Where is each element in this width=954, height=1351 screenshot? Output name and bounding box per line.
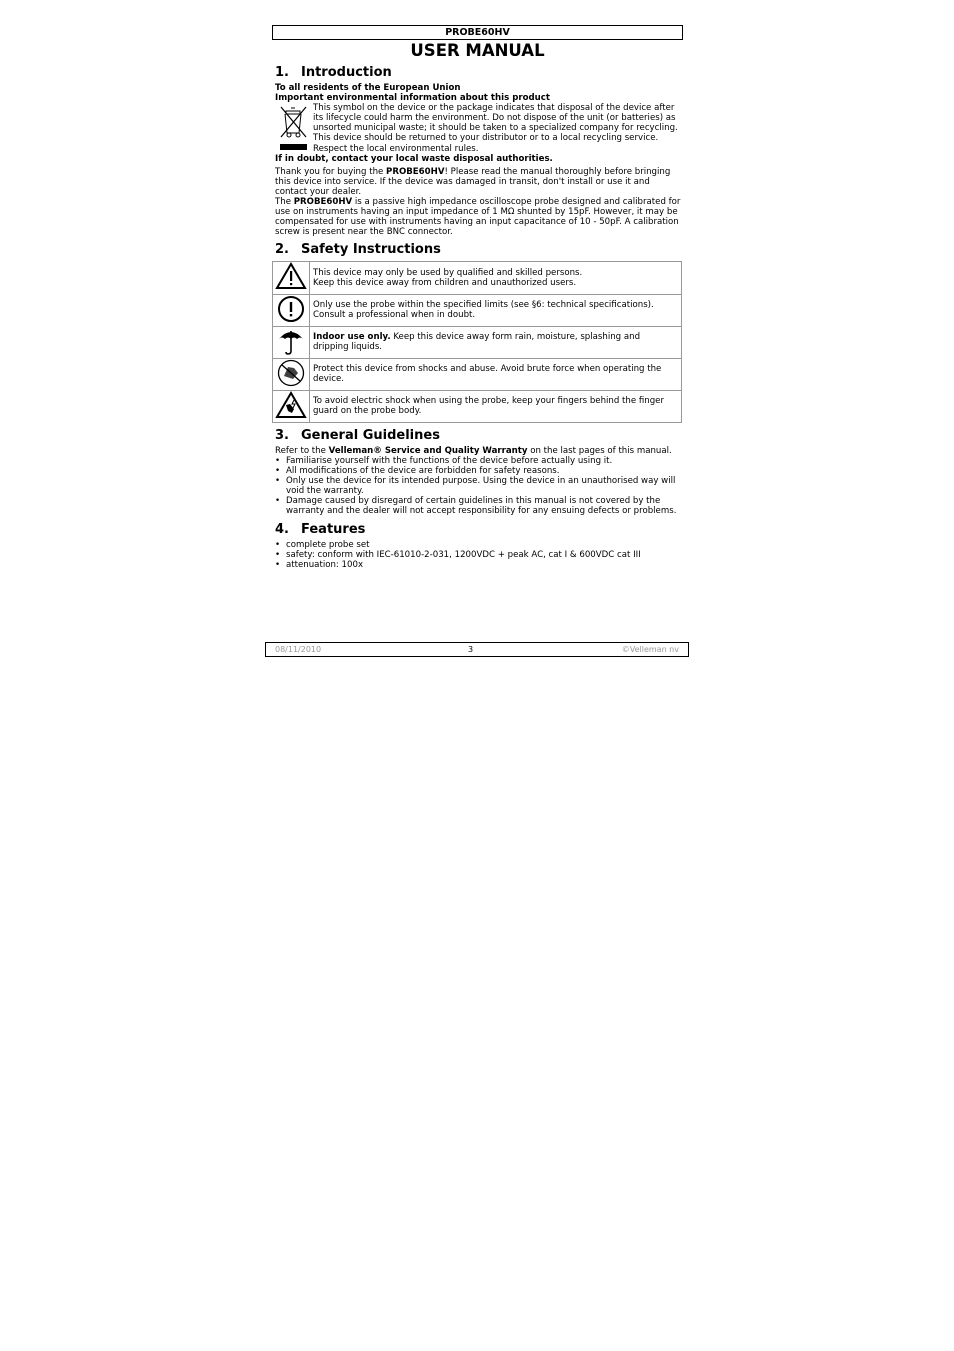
safety-line: Keep this device away from children and unauthorized users. (313, 277, 577, 288)
weee-text: This symbol on the device or the package indicates that disposal of the device after its lifecycle could harm the environment. Do not dispose of the unit (or batteries) as unsorted municipal waste; it should be taken to a specialized company for recycling. This device should be returned to your distributor or to a local recycling service. Respect the local environmental rules. (313, 103, 678, 154)
desc-post: is a passive high impedance oscilloscope probe designed and calibrated for use on instruments having an input impedance of 1 MΩ shunted by 15pF. However, it may be compensated for use with instruments having an input capacitance of 10 - 50pF. A calibration screw is present near the BNC connector. (275, 197, 681, 238)
section-number: 2. (275, 242, 289, 258)
list-item: • Familiarise yourself with the functions of the device before actually using it. (275, 456, 683, 466)
section-title: Safety Instructions (301, 242, 441, 258)
exclamation-circle-icon (273, 294, 310, 326)
list-item: • attenuation: 100x (275, 560, 683, 570)
section-heading-features (275, 522, 683, 538)
page-footer (265, 642, 689, 657)
safety-line: Keep this device away form rain, moisture, splashing and dripping liquids. (313, 332, 641, 353)
section-heading-guidelines (275, 428, 683, 444)
thanks-pre: Thank you for buying the (275, 166, 387, 177)
safety-text: To avoid electric shock when using the probe, keep your fingers behind the finger guard on the probe body. (310, 390, 682, 422)
table-row (273, 326, 682, 358)
section-heading-safety (275, 242, 683, 258)
table-row (273, 262, 682, 294)
weee-block (275, 103, 683, 153)
safety-text: Only use the probe within the specified limits (see §6: technical specifications). Consult a professional when in doubt. (310, 294, 682, 326)
safety-text (310, 326, 682, 358)
footer-page-number: 3 (468, 645, 474, 654)
section-number: 1. (275, 65, 289, 80)
warranty-reference: Velleman® Service and Quality Warranty (328, 445, 528, 456)
no-shock-icon (273, 358, 310, 390)
list-item: • complete probe set (275, 540, 683, 550)
thanks-model: PROBE60HV (386, 166, 445, 177)
desc-pre: The (275, 197, 294, 208)
crossed-bin-icon (275, 103, 313, 153)
thanks-post: ! Please read the manual thoroughly before bringing this device into service. If the device was damaged in transit, don't install or use it and contact your dealer. (275, 166, 671, 197)
model-header: PROBE60HV (272, 25, 683, 40)
table-row (273, 358, 682, 390)
section-heading-introduction (275, 65, 683, 81)
table-row (273, 390, 682, 422)
guidelines-intro (275, 446, 683, 456)
footer-date: 08/11/2010 (275, 645, 322, 654)
eu-residents-line: To all residents of the European Union (275, 83, 461, 93)
safety-text (310, 262, 682, 294)
section-title: Introduction (301, 65, 392, 80)
umbrella-icon (273, 326, 310, 358)
section-number: 4. (275, 521, 289, 537)
features-list (275, 540, 683, 570)
warning-triangle-icon (273, 262, 310, 294)
disposal-doubt-line: If in doubt, contact your local waste disposal authorities. (275, 153, 553, 164)
table-row (273, 294, 682, 326)
safety-line: This device may only be used by qualified and skilled persons. (313, 267, 583, 278)
description-paragraph (275, 197, 683, 237)
footer-copyright: ©Velleman nv (621, 645, 679, 654)
section-title: Features (301, 521, 366, 537)
list-item: • safety: conform with IEC-61010-2-031, 1200VDC + peak AC, cat I & 600VDC cat III (275, 550, 683, 560)
safety-table (272, 261, 682, 422)
list-item: • Only use the device for its intended purpose. Using the device in an unauthorised way will void the warranty. (275, 476, 683, 496)
manual-page (272, 25, 683, 570)
thanks-paragraph (275, 167, 683, 197)
safety-text: Protect this device from shocks and abuse. Avoid brute force when operating the device. (310, 358, 682, 390)
guidelines-list (275, 456, 683, 517)
section-title: General Guidelines (301, 427, 440, 443)
environment-info-line: Important environmental information about this product (275, 93, 550, 104)
guidelines-pre: Refer to the (275, 445, 329, 456)
list-item: • All modifications of the device are forbidden for safety reasons. (275, 466, 683, 476)
list-item: • Damage caused by disregard of certain guidelines in this manual is not covered by the warranty and the dealer will not accept responsibility for any ensuing defects or problems. (275, 496, 683, 516)
safety-bold: Indoor use only. (313, 332, 391, 343)
page-title: USER MANUAL (410, 41, 545, 60)
guidelines-post: on the last pages of this manual. (527, 445, 672, 456)
desc-model: PROBE60HV (293, 197, 353, 208)
section-number: 3. (275, 427, 289, 443)
electric-shock-icon (273, 390, 310, 422)
